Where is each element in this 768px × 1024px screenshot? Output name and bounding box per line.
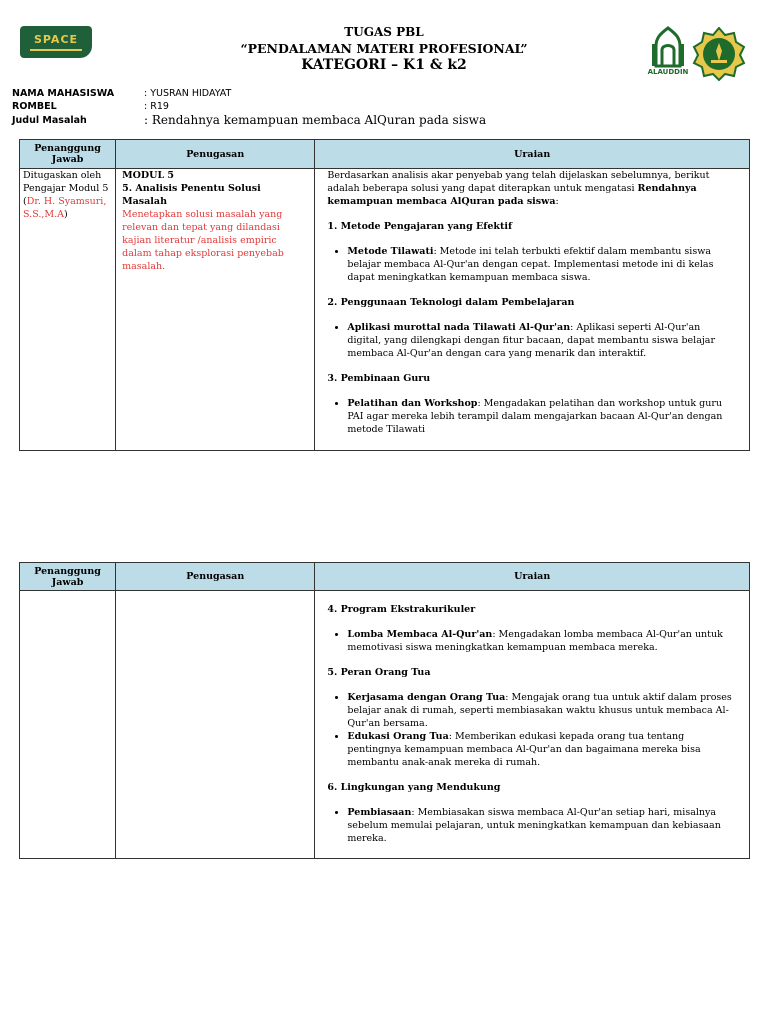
pj-text: Ditugaskan oleh Pengajar Modul 5 ( [23,170,109,207]
meta-rombel-label: ROMBEL [12,101,57,112]
list-item [347,806,737,845]
table-header-row [20,563,750,591]
bullet-bold: Pelatihan dan Workshop [347,398,478,409]
section-6-title: 6. Lingkungan yang Mendukung [327,782,501,793]
bullet-bold: Edukasi Orang Tua [347,731,449,742]
bullet-text: : Mengadakan lomba membaca Al-Qur'an untuk memotivasi siswa meningkatkan kemampuan membaca mereka. [347,629,723,653]
space-logo-text: SPACE [33,32,79,46]
list-item [347,730,737,769]
header-penugasan: Penugasan [116,140,315,169]
pj-name: Dr. H. Syamsuri, S.S.,M.A [23,196,107,220]
task-table-2 [19,562,750,859]
table-header-row [20,140,750,169]
section-1-list [327,245,737,284]
bullet-text: : Metode ini telah terbukti efektif dalam membantu siswa belajar membaca Al-Qur'an dengan cepat. Implementasi metode ini di kelas dapat meningkatkan kemampuan membaca siswa. [347,246,714,283]
header-uraian: Uraian [315,563,750,591]
meta-nama-label: NAMA MAHASISWA [12,88,115,99]
penanggung-jawab-cell [20,169,116,451]
list-item [347,628,737,654]
intro-text: Berdasarkan analisis akar penyebab yang telah dijelaskan sebelumnya, berikut adalah beberapa solusi yang dapat diterapkan untuk mengatasi [327,170,710,194]
section-1-title: 1. Metode Pengajaran yang Efektif [327,221,513,232]
bullet-text: : Mengajak orang tua untuk aktif dalam proses belajar anak di rumah, seperti membiasakan waktu khusus untuk membaca Al-Qur'an bersama. [347,692,732,729]
section-4-title: 4. Program Ekstrakurikuler [327,604,476,615]
meta-judul-value: : Rendahnya kemampuan membaca AlQuran pada siswa [144,113,487,127]
table-row [20,591,750,859]
bullet-bold: Aplikasi murottal nada Tilawati Al-Qur'an [347,322,571,333]
section-2-list [327,321,737,360]
list-item [347,397,737,436]
header-penanggung-jawab: Penanggung Jawab [20,140,116,169]
section-2-title: 2. Penggunaan Teknologi dalam Pembelajaran [327,297,575,308]
intro-bold: Rendahnya kemampuan membaca AlQuran pada siswa [327,183,697,207]
section-3-title: 3. Pembinaan Guru [327,373,431,384]
uin-caption: ALAUDDIN [647,68,689,76]
bullet-bold: Pembiasaan [347,807,412,818]
meta-rombel-value: : R19 [144,101,169,112]
modul-description: Menetapkan solusi masalah yang relevan dan tepat yang dilandasi kajian literatur /analisis empiric dalam tahap eksplorasi penyebab masalah. [122,209,284,272]
section-6-list [327,806,737,845]
uraian-cell [315,169,750,451]
uraian-intro [327,169,737,208]
bullet-bold: Kerjasama dengan Orang Tua [347,692,506,703]
header-uraian: Uraian [315,140,750,169]
meta-judul-label: Judul Masalah [12,115,87,126]
bullet-text: : Mengadakan pelatihan dan workshop untuk guru PAI agar mereka lebih terampil dalam mengajarkan bacaan Al-Qur'an dengan metode Tilawati [347,398,723,435]
list-item [347,321,737,360]
penugasan-cell [116,591,315,859]
section-4-list [327,628,737,654]
header-penugasan: Penugasan [116,563,315,591]
section-5-title: 5. Peran Orang Tua [327,667,431,678]
intro-colon: : [555,196,559,207]
list-item [347,245,737,284]
bullet-bold: Lomba Membaca Al-Qur'an [347,629,493,640]
meta-nama-value: : YUSRAN HIDAYAT [144,88,232,99]
list-item [347,691,737,730]
header-line-1: TUGAS PBL [344,25,424,39]
penugasan-cell [116,169,315,451]
bullet-bold: Metode Tilawati [347,246,434,257]
header-penanggung-jawab: Penanggung Jawab [20,563,116,591]
task-table-1 [19,139,750,451]
header-line-3: KATEGORI – K1 & k2 [301,57,467,73]
modul-label: MODUL 5 [122,170,175,181]
bullet-text: : Memberikan edukasi kepada orang tua tentang pentingnya kemampuan membaca Al-Qur'an dan bagaimana mereka bisa membantu anak-anak mereka di rumah. [347,731,701,768]
section-3-list [327,397,737,436]
uraian-cell [315,591,750,859]
table-row [20,169,750,451]
bullet-text: : Aplikasi seperti Al-Qur'an digital, yang dilengkapi dengan fitur bacaan, dapat membantu siswa belajar membaca Al-Qur'an dengan cara yang menarik dan interaktif. [347,322,716,359]
modul-title: 5. Analisis Penentu Solusi Masalah [122,183,261,207]
bullet-text: : Membiasakan siswa membaca Al-Qur'an setiap hari, misalnya sebelum memulai pelajaran, untuk meningkatkan kemampuan dan kebiasaan mereka. [347,807,721,844]
header-line-2: “PENDALAMAN MATERI PROFESIONAL” [240,41,528,56]
section-5-list [327,691,737,769]
penanggung-jawab-cell [20,591,116,859]
pj-close: ) [64,209,68,220]
